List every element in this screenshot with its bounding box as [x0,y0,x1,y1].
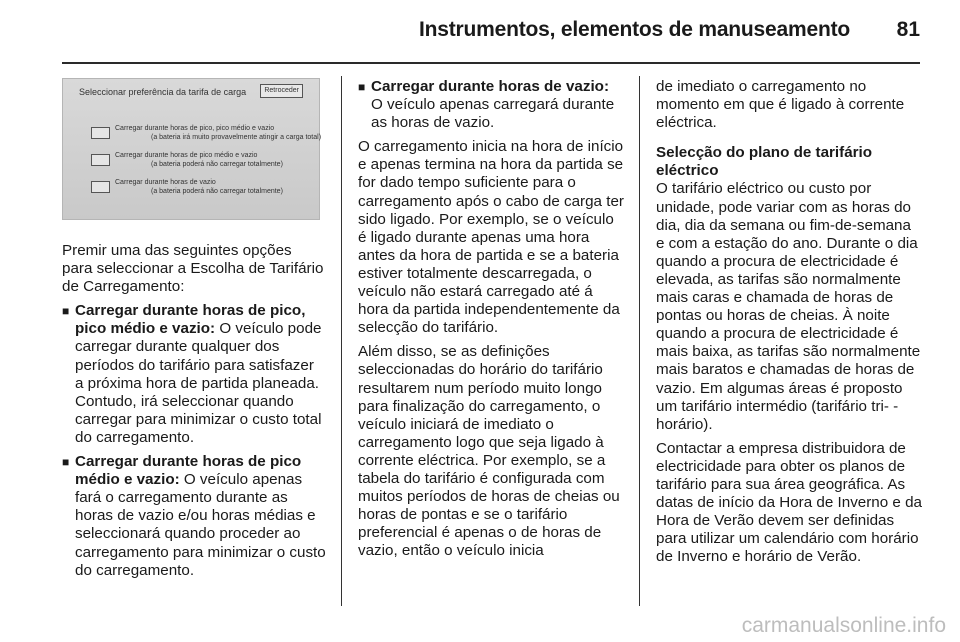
tariff-screen-image: Seleccionar preferência da tarifa de carga Retroceder Carregar durante horas de pico, pico médio e vazio (a bateria irá muito provavelmente atingir a carga total) Carregar durante horas de pico médio e vazio (a bateria poderá não carregar totalmente) Carregar durante horas de vazio (a bateria poderá não carregar totalmente) [62,78,320,220]
column-divider [639,76,640,606]
checkbox-icon [91,127,110,139]
column-divider [341,76,342,606]
bullet-mid-offpeak: ■ Carregar durante horas de pico médio e vazio: O veículo apenas fará o carregamento durante as horas de vazio e/ou horas médias e seleccionará quando proceder ao carregamento para minimizar o custo do carregamento. [62,453,326,579]
paragraph: Contactar a empresa distribuidora de electricidade para obter os planos de tarifário para sua área geográfica. As datas de início da Hora de Inverno e da Hora de Verão devem ser definidas para utilizar um calendário com horário de Inverno e horário de Verão. [656,439,922,566]
section-heading: Selecção do plano de tarifário eléctrico [656,144,873,180]
bullet-peak-mid-offpeak: ■ Carregar durante horas de pico, pico médio e vazio: O veículo pode carregar durante qualquer dos períodos do tarifário para satisfazer a próxima hora de partida planeada. Contudo, irá seleccionar quando carregar para minimizar o custo total do carregamento. [62,302,322,446]
paragraph: O tarifário eléctrico ou custo por unidade, pode variar com as horas do dia, dia da semana ou fim-de-semana e com a estação do ano. Durante o dia quando a procura de electricidade é elevada, as tarifas são normalmente mais caras e chamada de horas de pontas ou horas de cheias. À noite quando a procura de electricidade é mais baixa, as tarifas são normalmente mais baratos e chamadas de horas de vazio. Em algumas áreas é proposto um tarifário intermédio (tarifário tri- -horário). [656,180,921,433]
column-3 [656,78,922,572]
page-header [62,0,920,64]
paragraph: Além disso, se as definições seleccionadas do horário do tarifário resultarem num período muito longo para finalização do carregamento, o veículo iniciará de imediato o carregamento logo que seja ligado à corrente eléctrica. Por exemplo, se a tabela do tarifário é configurada com muitos períodos de horas de cheias ou horas de pontas e se o tarifário preferencial é apenas o de horas de vazio, então o veículo inicia [358,343,620,560]
checkbox-icon [91,154,110,166]
paragraph: O carregamento inicia na hora de início e apenas termina na hora da partida se for dado tempo suficiente para o carregamento após o cabo de carga ter sido ligado. Por exemplo, se o veículo é ligado durante apenas uma hora antes da hora de partida e se a bateria estiver totalmente descarregada, o veículo não estará carregado até á hora da partida independentemente da selecção do tarifário. [358,138,624,337]
bullet-square-icon: ■ [62,455,70,470]
column-1 [62,78,326,586]
screen-title: Seleccionar preferência da tarifa de carga [79,87,247,97]
paragraph: de imediato o carregamento no momento em que é ligado à corrente eléctrica. [656,78,905,132]
bullet-square-icon: ■ [358,80,366,94]
column-2 [358,78,624,566]
screen-back-button: Retroceder [260,84,303,98]
watermark: carmanualsonline.info [741,614,946,637]
intro-paragraph: Premir uma das seguintes opções para seleccionar a Escolha de Tarifário de Carregamento: [62,242,324,296]
checkbox-icon [91,181,110,193]
page-number: 81 [896,18,920,41]
bullet-square-icon: ■ [62,304,70,319]
header-title: Instrumentos, elementos de manuseamento [419,18,850,41]
bullet-offpeak: ■ Carregar durante horas de vazio: O veículo apenas carregará durante as horas de vazio. [358,78,615,132]
